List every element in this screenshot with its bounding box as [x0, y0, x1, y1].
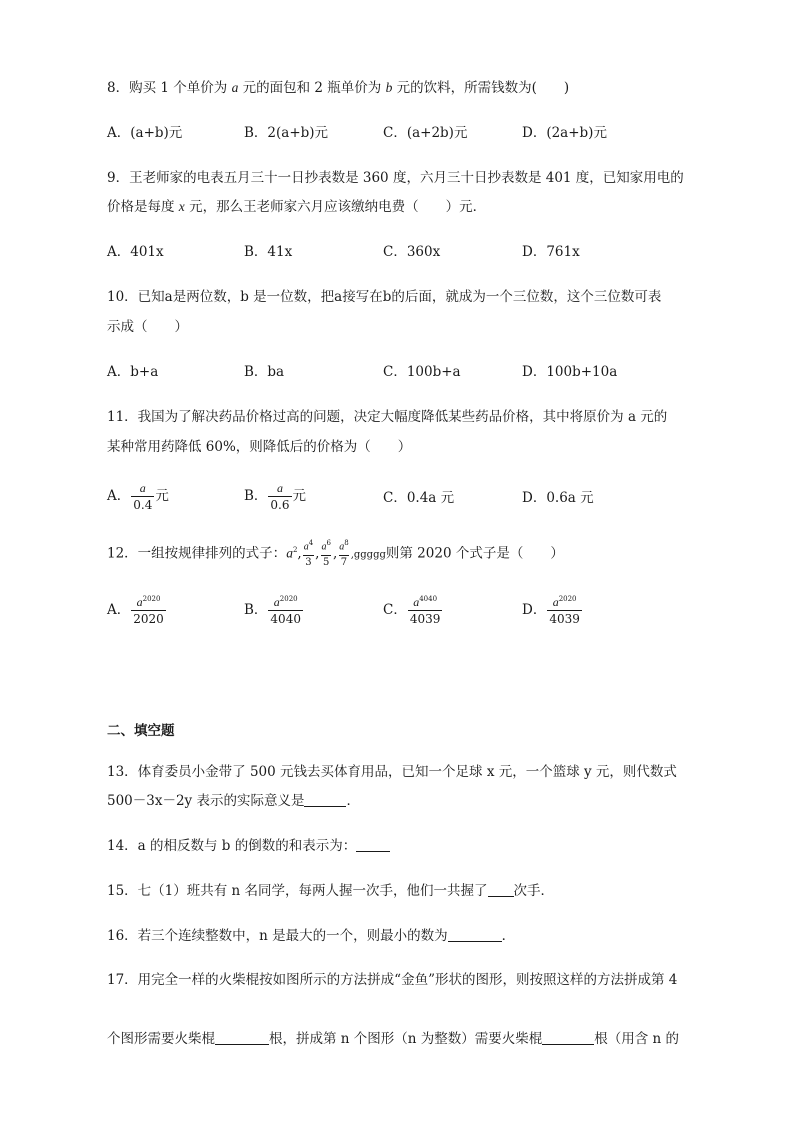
question-9-line-1: 9．王老师家的电表五月三十一日抄表数是 360 度，六月三十日抄表数是 401 度，已知家用电的	[107, 170, 684, 186]
question-10-line-2: 示成（ ）	[107, 319, 188, 335]
q8-option-c: C．(a+2b)元	[383, 125, 468, 141]
term-4	[338, 540, 349, 567]
q9-option-a: A．401x	[107, 244, 164, 260]
numerator: a	[136, 595, 143, 609]
question-9-line-2	[107, 197, 486, 217]
q9-option-c: C．360x	[383, 244, 441, 260]
question-13-line-1: 13．体育委员小金带了 500 元钱去买体育用品，已知一个足球 x 元，一个篮球 y 元，则代数式	[107, 764, 677, 780]
q11-option-d: D．0.6a 元	[522, 490, 594, 506]
q8-text: 元的面包和 2 瓶单价为	[238, 80, 386, 96]
q10-option-a: A．b+a	[107, 364, 159, 380]
var-b: b	[385, 80, 393, 95]
option-label: B．	[244, 602, 268, 618]
answer-blank[interactable]	[215, 1030, 269, 1045]
q8-text: 8．购买 1 个单价为	[107, 80, 232, 96]
question-15	[107, 881, 554, 901]
q17-text: 根（用含 n 的	[594, 1031, 680, 1047]
q13-text: 500－3x－2y 表示的实际意义是	[107, 793, 305, 809]
q12-text: 则第 2020 个式子是（ ）	[385, 545, 564, 562]
section-title: 二、填空题	[107, 723, 175, 739]
var-a: a	[231, 80, 239, 95]
question-11-line-2: 某种常用药降低 60%，则降低后的价格为（ ）	[107, 439, 412, 455]
q17-text: 个图形需要火柴棍	[107, 1031, 215, 1047]
question-12-stem: 12．一组按规律排列的式子：$a^2$, $\frac{a^4}{3}$ , $\frac{a^6}{5}$ , $\frac{a^8}{7}$ ,ggggg则第 2020 个式子是（ ）	[107, 539, 564, 568]
numerator: a	[552, 595, 559, 609]
q13-text: ．	[346, 793, 360, 809]
q12-text: 12．一组按规律排列的式子：	[107, 545, 287, 562]
answer-blank[interactable]	[304, 792, 346, 807]
q12-option-a	[107, 596, 167, 625]
fraction	[131, 596, 166, 625]
denominator: 7	[340, 556, 348, 568]
question-16	[107, 926, 515, 946]
denominator: 3	[305, 556, 312, 568]
exponent: 2020	[558, 595, 577, 603]
q16-text: 16．若三个连续整数中，n 是最大的一个，则最小的数为	[107, 928, 448, 944]
option-label: D．	[522, 602, 547, 618]
term-3	[320, 540, 331, 567]
question-8-stem	[107, 78, 569, 98]
q10-option-d: D．100b+10a	[522, 364, 618, 380]
exponent: 2020	[142, 595, 161, 603]
exponent: 2020	[279, 595, 298, 603]
q15-text: 次手．	[513, 883, 555, 899]
option-label: C．	[383, 602, 407, 618]
q8-text: 元的饮料，所需钱数为( )	[392, 80, 570, 96]
question-14	[107, 836, 390, 856]
ellipsis: ,ggggg	[350, 549, 386, 561]
numerator: a	[276, 481, 283, 495]
q11-option-c: C．0.4a 元	[383, 490, 455, 506]
numerator: a	[413, 595, 420, 609]
unit: 元	[155, 488, 169, 504]
question-17-line-1: 17．用完全一样的火柴棍按如图所示的方法拼成“金鱼”形状的图形，则按照这样的方法拼成第 4	[107, 972, 678, 988]
exponent: 8	[344, 539, 349, 548]
term-1: a	[286, 545, 293, 561]
q12-option-c	[383, 596, 443, 625]
q8-option-d: D．(2a+b)元	[522, 125, 607, 141]
q9-text: 元，那么王老师家六月应该缴纳电费（ ）元．	[184, 199, 487, 215]
unit: 元	[292, 488, 307, 504]
question-17-line-2	[107, 1029, 679, 1049]
question-13-line-2	[107, 791, 360, 811]
fraction	[408, 596, 443, 625]
q12-option-b	[244, 596, 304, 625]
option-label: B．	[244, 488, 268, 504]
q10-option-c: C．100b+a	[383, 364, 461, 380]
q8-option-a: A．(a+b)元	[107, 125, 183, 141]
exponent: 4040	[419, 595, 438, 603]
fraction	[131, 482, 154, 511]
fraction	[268, 482, 291, 511]
answer-blank[interactable]	[356, 837, 390, 852]
numerator: a	[321, 541, 327, 553]
q11-option-b	[244, 482, 306, 511]
question-10-line-1: 10．已知a是两位数，b 是一位数，把a接写在b的后面，就成为一个三位数，这个三位数可表	[107, 289, 662, 305]
q9-option-b: B．41x	[244, 244, 293, 260]
q10-option-b: B．ba	[244, 364, 285, 380]
q16-text: ．	[501, 928, 516, 944]
denominator: 4040	[270, 612, 301, 626]
answer-blank[interactable]	[542, 1030, 594, 1045]
q12-option-d	[522, 596, 583, 625]
denominator: 5	[323, 556, 330, 568]
option-label: A．	[107, 488, 131, 504]
denominator: 4039	[409, 612, 441, 626]
var-x: x	[178, 199, 185, 214]
q11-option-a	[107, 482, 169, 511]
q14-text: 14．a 的相反数与 b 的倒数的和表示为：	[107, 838, 357, 854]
q8-option-b: B．2(a+b)元	[244, 125, 329, 141]
numerator: a	[273, 595, 280, 609]
denominator: 4039	[549, 612, 580, 626]
denominator: 0.6	[270, 498, 290, 512]
exponent: 6	[326, 539, 331, 548]
fraction	[547, 596, 582, 625]
answer-blank[interactable]	[488, 882, 514, 897]
q15-text: 15．七（1）班共有 n 名同学，每两人握一次手，他们一共握了	[107, 883, 488, 899]
fraction	[268, 596, 303, 625]
q9-text: 价格是每度	[107, 199, 179, 215]
exponent: 4	[308, 539, 314, 548]
exponent: 2	[292, 546, 298, 554]
question-11-line-1: 11．我国为了解决药品价格过高的问题，决定大幅度降低某些药品价格，其中将原价为 a 元的	[107, 409, 668, 425]
option-label: A．	[107, 602, 131, 618]
q17-text: 根，拼成第 n 个图形（n 为整数）需要火柴棍	[269, 1031, 543, 1047]
numerator: a	[339, 541, 345, 553]
answer-blank[interactable]	[448, 927, 502, 942]
denominator: 2020	[133, 612, 164, 626]
q9-option-d: D．761x	[522, 244, 580, 260]
numerator: a	[303, 541, 309, 553]
term-2	[303, 540, 314, 567]
denominator: 0.4	[133, 498, 153, 512]
numerator: a	[139, 481, 146, 495]
